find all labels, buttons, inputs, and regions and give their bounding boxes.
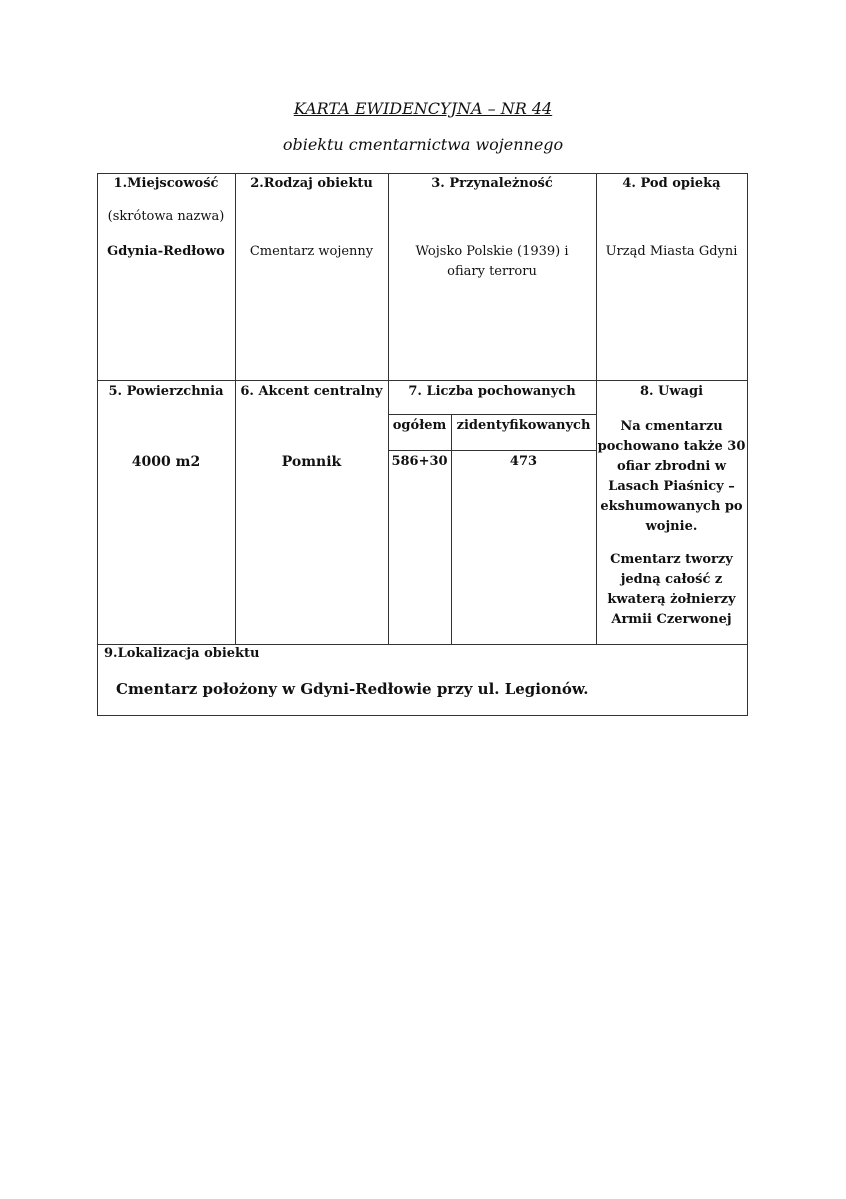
buried-count-label: 7. Liczba pochowanych [408,384,576,399]
location-value: Cmentarz położony w Gdyni-Redłowie przy ul. Legionów. [116,680,589,698]
table-border-right [747,173,748,716]
custodian-label: 4. Pod opieką [622,176,721,191]
affiliation-label: 3. Przynależność [431,176,553,191]
subheader-divider [388,414,596,415]
locality-value: Gdynia-Redłowo [107,244,225,259]
buried-total-value: 586+30 [391,454,448,469]
remarks-line: ofiar zbrodni w [616,459,727,474]
remarks-line: Cmentarz tworzy [610,552,733,567]
remarks-line: kwaterą żołnierzy [607,592,736,607]
locality-sublabel: (skrótowa nazwa) [107,209,225,224]
buried-total-label: ogółem [392,418,447,433]
subvalue-divider [388,450,596,451]
area-value: 4000 m2 [131,454,201,470]
remarks-line: pochowano także 30 [597,439,746,454]
row-divider-2 [97,644,748,645]
central-accent-value: Pomnik [281,454,342,470]
remarks-line: wojnie. [645,519,698,534]
remarks-label: 8. Uwagi [639,384,704,399]
affiliation-value-line1: Wojsko Polskie (1939) i [415,244,569,259]
remarks-line: Lasach Piaśnicy – [608,479,735,494]
remarks-line: ekshumowanych po [600,499,743,514]
object-type-label: 2.Rodzaj obiektu [250,176,373,191]
remarks-line: Armii Czerwonej [611,612,732,627]
locality-label: 1.Miejscowość [113,176,219,191]
document-subtitle: obiektu cmentarnictwa wojennego [282,135,564,154]
buried-identified-label: zidentyfikowanych [456,418,591,433]
remarks-line: jedną całość z [620,572,723,587]
buried-identified-value: 473 [509,454,538,469]
row-divider-1 [97,380,748,381]
document-title: KARTA EWIDENCYJNA – NR 44 [293,99,553,118]
remarks-line: Na cmentarzu [620,419,723,434]
central-accent-label: 6. Akcent centralny [240,384,383,399]
location-label: 9.Lokalizacja obiektu [104,646,260,661]
custodian-value: Urząd Miasta Gdyni [605,244,738,259]
object-type-value: Cmentarz wojenny [249,244,374,259]
affiliation-value-line2: ofiary terroru [447,264,537,279]
sub-column-divider [451,414,452,645]
table-border-bottom [97,715,748,716]
area-label: 5. Powierzchnia [108,384,224,399]
